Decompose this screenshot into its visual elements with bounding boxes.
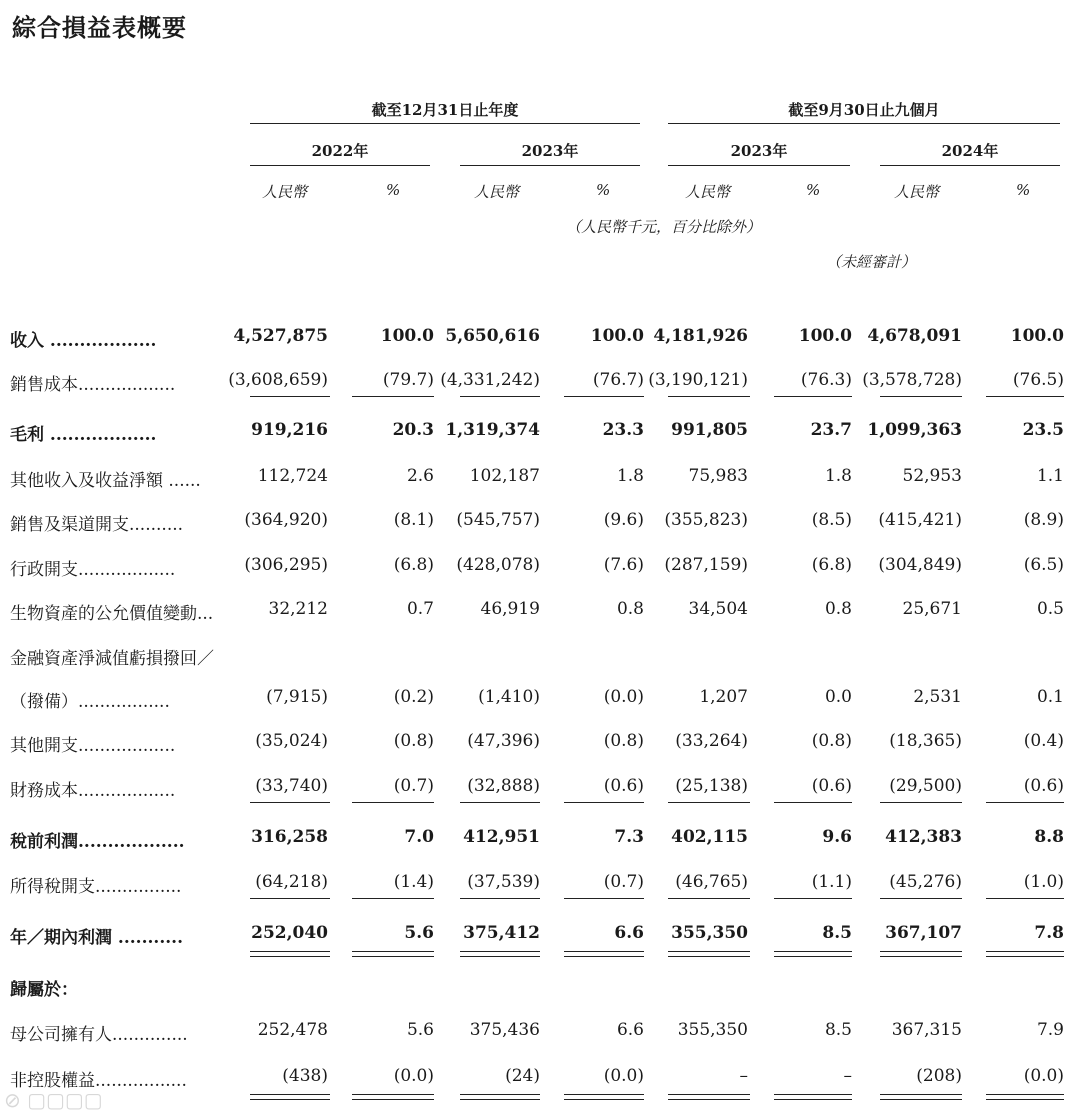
row-label-gross: 毛利 .................. [10,425,157,445]
year-header: 2023年 [730,142,788,160]
row-label-impair_title: 金融資產淨減值虧損撥回／ [10,649,214,669]
subtotal-underline [774,802,852,803]
cell-profit-7: 7.8 [1034,923,1064,943]
cell-other_income-1: 2.6 [406,466,434,486]
cell-bio-4: 34,504 [688,599,748,619]
total-double-underline [668,1094,750,1100]
cell-impair-3: (0.0) [603,687,644,707]
period-group-annual: 截至12月31日止年度 [371,101,519,119]
cell-admin-6: (304,849) [878,555,962,575]
row-label-parent: 母公司擁有人.............. [10,1025,188,1045]
total-double-underline [986,951,1064,957]
cell-nci-0: (438) [282,1066,328,1086]
cell-pbt-5: 9.6 [822,827,852,847]
cell-tax-6: (45,276) [889,872,962,892]
cell-parent-6: 367,315 [891,1020,962,1040]
cell-other_exp-6: (18,365) [889,731,962,751]
cell-nci-5: – [843,1066,852,1086]
row-label-revenue: 收入 .................. [10,331,157,351]
cell-cost-4: (3,190,121) [648,370,748,390]
total-double-underline [564,951,644,957]
cell-tax-5: (1.1) [811,872,852,892]
row-label-nci: 非控股權益................. [10,1071,187,1091]
cell-other_exp-7: (0.4) [1023,731,1064,751]
cell-revenue-4: 4,181,926 [653,326,748,346]
row-label-bio: 生物資產的公允價值變動... [10,604,214,624]
currency-label: 人民幣 [474,183,520,201]
cell-impair-5: 0.0 [824,687,852,707]
cell-profit-1: 5.6 [404,923,434,943]
total-double-underline [352,951,434,957]
cell-impair-4: 1,207 [699,687,748,707]
cell-impair-2: (1,410) [478,687,540,707]
cell-gross-6: 1,099,363 [867,420,962,440]
cell-revenue-3: 100.0 [590,326,644,346]
cell-pbt-6: 412,383 [885,827,962,847]
currency-label: 人民幣 [262,183,308,201]
cell-pbt-7: 8.8 [1034,827,1064,847]
cell-cost-5: (76.3) [800,370,852,390]
cell-revenue-2: 5,650,616 [445,326,540,346]
page-title: 綜合損益表概要 [12,14,187,42]
subtotal-underline [880,898,962,899]
subtotal-underline [564,396,644,397]
percent-label: % [386,181,401,199]
cell-parent-2: 375,436 [469,1020,540,1040]
cell-bio-0: 32,212 [268,599,328,619]
cell-profit-6: 367,107 [885,923,962,943]
cell-revenue-0: 4,527,875 [233,326,328,346]
period-group-nine-months: 截至9月30日止九個月 [788,101,940,119]
subtotal-underline [668,898,750,899]
cell-other_income-6: 52,953 [902,466,962,486]
year-divider [668,165,850,166]
cell-impair-6: 2,531 [913,687,962,707]
total-double-underline [880,951,962,957]
year-header: 2022年 [311,142,369,160]
cell-pbt-3: 7.3 [614,827,644,847]
year-divider [250,165,430,166]
cell-finance-4: (25,138) [675,776,748,796]
cell-bio-1: 0.7 [406,599,434,619]
cell-parent-0: 252,478 [257,1020,328,1040]
cell-parent-4: 355,350 [677,1020,748,1040]
subtotal-underline [668,802,750,803]
percent-label: % [1016,181,1031,199]
percent-label: % [806,181,821,199]
cell-finance-2: (32,888) [467,776,540,796]
total-double-underline [986,1094,1064,1100]
cell-finance-7: (0.6) [1023,776,1064,796]
cell-profit-5: 8.5 [822,923,852,943]
subtotal-underline [564,898,644,899]
cell-tax-7: (1.0) [1023,872,1064,892]
cell-nci-7: (0.0) [1023,1066,1064,1086]
cell-pbt-0: 316,258 [251,827,328,847]
cell-revenue-1: 100.0 [380,326,434,346]
cell-cost-0: (3,608,659) [228,370,328,390]
cell-cost-1: (79.7) [382,370,434,390]
cell-profit-0: 252,040 [251,923,328,943]
watermark-logo: ⊘ ▢▢▢▢ [4,1088,103,1112]
subtotal-underline [352,802,434,803]
cell-bio-5: 0.8 [824,599,852,619]
cell-parent-5: 8.5 [824,1020,852,1040]
row-label-cost: 銷售成本.................. [10,375,176,395]
currency-label: 人民幣 [685,183,731,201]
cell-gross-0: 919,216 [251,420,328,440]
subtotal-underline [460,898,540,899]
row-label-finance: 財務成本.................. [10,781,176,801]
total-double-underline [352,1094,434,1100]
cell-profit-4: 355,350 [671,923,748,943]
unaudited-note: （未經審計） [826,253,917,271]
cell-tax-2: (37,539) [467,872,540,892]
currency-label: 人民幣 [894,183,940,201]
row-label-profit: 年／期內利潤 ........... [10,928,184,948]
cell-other_exp-5: (0.8) [811,731,852,751]
cell-parent-1: 5.6 [406,1020,434,1040]
cell-other_income-2: 102,187 [469,466,540,486]
total-double-underline [564,1094,644,1100]
cell-gross-7: 23.5 [1022,420,1064,440]
cell-other_income-7: 1.1 [1036,466,1064,486]
cell-admin-3: (7.6) [603,555,644,575]
total-double-underline [250,1094,330,1100]
subtotal-underline [250,396,330,397]
cell-nci-2: (24) [505,1066,540,1086]
subtotal-underline [352,396,434,397]
cell-finance-5: (0.6) [811,776,852,796]
total-double-underline [668,951,750,957]
row-label-pbt: 稅前利潤.................. [10,832,185,852]
subtotal-underline [250,898,330,899]
subtotal-underline [986,396,1064,397]
cell-other_exp-3: (0.8) [603,731,644,751]
cell-selling-2: (545,757) [456,510,540,530]
cell-tax-1: (1.4) [393,872,434,892]
subtotal-underline [564,802,644,803]
cell-finance-1: (0.7) [393,776,434,796]
subtotal-underline [880,396,962,397]
cell-pbt-4: 402,115 [671,827,748,847]
cell-selling-1: (8.1) [393,510,434,530]
cell-nci-6: (208) [916,1066,962,1086]
cell-selling-0: (364,920) [244,510,328,530]
year-divider [460,165,640,166]
cell-other_income-0: 112,724 [257,466,328,486]
cell-other_income-4: 75,983 [688,466,748,486]
group-divider [250,123,640,124]
total-double-underline [460,1094,540,1100]
row-label-attr: 歸屬於： [10,980,78,1000]
cell-revenue-7: 100.0 [1010,326,1064,346]
subtotal-underline [774,396,852,397]
cell-bio-6: 25,671 [902,599,962,619]
cell-gross-1: 20.3 [392,420,434,440]
subtotal-underline [668,396,750,397]
total-double-underline [774,951,852,957]
total-double-underline [460,951,540,957]
cell-finance-0: (33,740) [255,776,328,796]
cell-profit-2: 375,412 [463,923,540,943]
cell-admin-2: (428,078) [456,555,540,575]
cell-nci-3: (0.0) [603,1066,644,1086]
subtotal-underline [986,802,1064,803]
row-label-impair: （撥備）................. [10,692,170,712]
row-label-admin: 行政開支.................. [10,560,176,580]
cell-selling-5: (8.5) [811,510,852,530]
cell-selling-6: (415,421) [878,510,962,530]
cell-impair-0: (7,915) [266,687,328,707]
cell-parent-3: 6.6 [616,1020,644,1040]
unit-note: （人民幣千元，百分比除外） [566,218,762,236]
cell-bio-2: 46,919 [480,599,540,619]
cell-revenue-6: 4,678,091 [867,326,962,346]
cell-cost-7: (76.5) [1012,370,1064,390]
cell-cost-6: (3,578,728) [862,370,962,390]
subtotal-underline [774,898,852,899]
cell-selling-4: (355,823) [664,510,748,530]
row-label-tax: 所得稅開支................ [10,877,182,897]
cell-other_exp-2: (47,396) [467,731,540,751]
cell-admin-5: (6.8) [811,555,852,575]
year-header: 2024年 [941,142,999,160]
cell-other_income-5: 1.8 [824,466,852,486]
cell-cost-3: (76.7) [592,370,644,390]
cell-tax-0: (64,218) [255,872,328,892]
cell-admin-1: (6.8) [393,555,434,575]
cell-selling-3: (9.6) [603,510,644,530]
cell-tax-3: (0.7) [603,872,644,892]
cell-gross-3: 23.3 [602,420,644,440]
cell-pbt-2: 412,951 [463,827,540,847]
subtotal-underline [460,802,540,803]
total-double-underline [774,1094,852,1100]
cell-admin-4: (287,159) [664,555,748,575]
cell-nci-4: – [739,1066,748,1086]
subtotal-underline [880,802,962,803]
cell-bio-3: 0.8 [616,599,644,619]
cell-admin-7: (6.5) [1023,555,1064,575]
cell-finance-3: (0.6) [603,776,644,796]
cell-gross-4: 991,805 [671,420,748,440]
subtotal-underline [352,898,434,899]
cell-gross-5: 23.7 [810,420,852,440]
cell-admin-0: (306,295) [244,555,328,575]
subtotal-underline [460,396,540,397]
cell-revenue-5: 100.0 [798,326,852,346]
cell-pbt-1: 7.0 [404,827,434,847]
cell-cost-2: (4,331,242) [440,370,540,390]
row-label-selling: 銷售及渠道開支.......... [10,515,184,535]
cell-finance-6: (29,500) [889,776,962,796]
row-label-other_income: 其他收入及收益淨額 ...... [10,471,201,491]
year-divider [880,165,1060,166]
cell-profit-3: 6.6 [614,923,644,943]
cell-tax-4: (46,765) [675,872,748,892]
row-label-other_exp: 其他開支.................. [10,736,176,756]
cell-impair-1: (0.2) [393,687,434,707]
cell-parent-7: 7.9 [1036,1020,1064,1040]
cell-nci-1: (0.0) [393,1066,434,1086]
cell-impair-7: 0.1 [1036,687,1064,707]
cell-other_exp-4: (33,264) [675,731,748,751]
subtotal-underline [250,802,330,803]
subtotal-underline [986,898,1064,899]
group-divider [668,123,1060,124]
cell-other_exp-0: (35,024) [255,731,328,751]
cell-gross-2: 1,319,374 [445,420,540,440]
cell-bio-7: 0.5 [1036,599,1064,619]
total-double-underline [880,1094,962,1100]
cell-selling-7: (8.9) [1023,510,1064,530]
total-double-underline [250,951,330,957]
percent-label: % [596,181,611,199]
year-header: 2023年 [521,142,579,160]
cell-other_exp-1: (0.8) [393,731,434,751]
cell-other_income-3: 1.8 [616,466,644,486]
